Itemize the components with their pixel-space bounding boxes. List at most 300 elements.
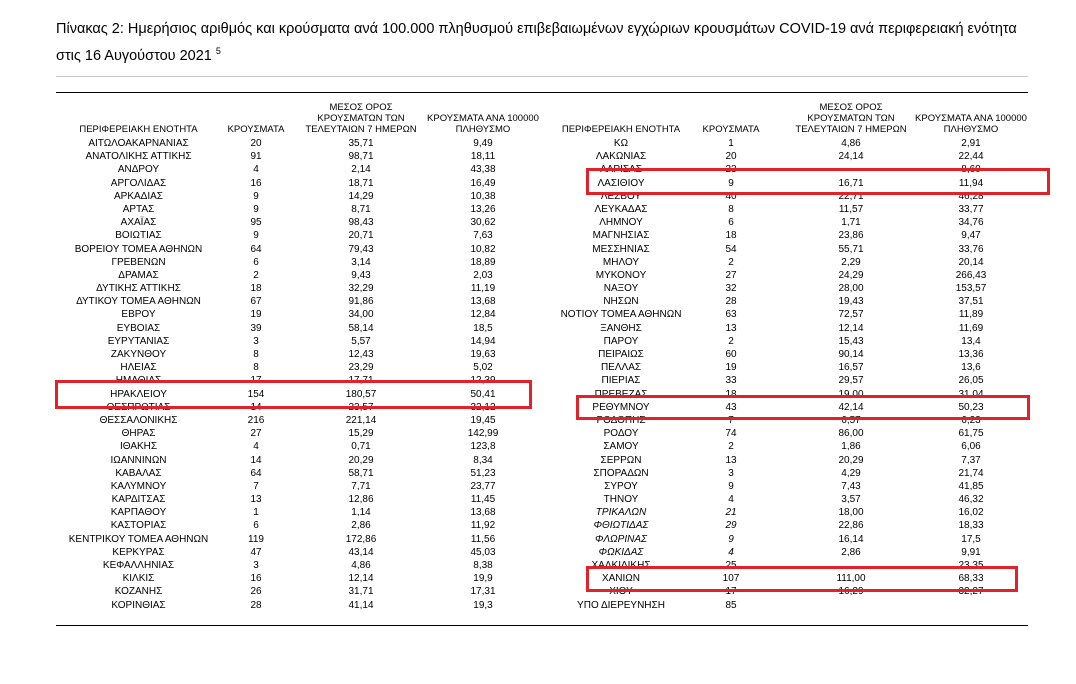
- table-row: [56, 150, 540, 163]
- per100k-cell: 5,02: [473, 362, 493, 374]
- avg7-cell: 91,86: [348, 296, 374, 308]
- table-row: [546, 229, 1030, 242]
- table-row: [56, 493, 540, 506]
- region-cell: ΘΕΣΠΡΩΤΙΑΣ: [106, 401, 171, 413]
- table-caption: [56, 18, 1036, 67]
- region-cell: ΧΙΟΥ: [609, 586, 633, 598]
- avg7-cell: 34,00: [348, 309, 374, 321]
- table-row: [546, 454, 1030, 467]
- cases-cell: 9: [728, 177, 734, 189]
- avg7-cell: 2,86: [351, 520, 371, 532]
- cases-cell: 27: [250, 428, 262, 440]
- table-row: [546, 190, 1030, 203]
- avg7-cell: 72,57: [838, 309, 864, 321]
- avg7-cell: 22,71: [838, 190, 864, 202]
- cases-cell: 6: [253, 520, 259, 532]
- region-cell: ΚΑΣΤΟΡΙΑΣ: [110, 520, 167, 532]
- region-cell: ΑΡΚΑΔΙΑΣ: [114, 190, 163, 202]
- per100k-cell: 61,75: [958, 428, 984, 440]
- avg7-cell: 20,29: [348, 454, 374, 466]
- table-row: [546, 335, 1030, 348]
- table-row: [546, 533, 1030, 546]
- region-cell: ΡΟΔΟΠΗΣ: [596, 414, 646, 426]
- avg7-cell: 14,29: [348, 190, 374, 202]
- caption-footnote-ref: 5: [215, 46, 221, 56]
- per100k-cell: 33,76: [958, 243, 984, 255]
- region-cell: ΔΡΑΜΑΣ: [118, 269, 159, 281]
- region-cell: ΚΟΡΙΝΘΙΑΣ: [111, 599, 166, 611]
- cases-cell: 216: [247, 414, 265, 426]
- cases-cell: 16: [250, 573, 262, 585]
- avg7-cell: 98,43: [348, 217, 374, 229]
- per100k-cell: 153,57: [955, 283, 987, 295]
- table-row: [546, 585, 1030, 598]
- table-row: [546, 243, 1030, 256]
- per100k-cell: 2,91: [961, 138, 981, 149]
- cases-cell: 18: [725, 230, 737, 242]
- header-per100k: ΚΡΟΥΣΜΑΤΑ ΑΝΑ 100000 ΠΛΗΘΥΣΜΟ: [915, 113, 1027, 135]
- region-cell: ΜΑΓΝΗΣΙΑΣ: [592, 230, 650, 242]
- cases-cell: 9: [728, 480, 734, 492]
- per100k-cell: 45,03: [470, 546, 496, 558]
- cases-cell: 13: [725, 454, 737, 466]
- per100k-cell: 33,77: [958, 203, 984, 215]
- cases-cell: 4: [728, 494, 734, 506]
- avg7-cell: 4,86: [351, 560, 371, 571]
- table-row: [56, 506, 540, 519]
- avg7-cell: 24,14: [838, 151, 864, 163]
- cases-cell: 1: [253, 507, 259, 519]
- cases-cell: 91: [250, 151, 262, 163]
- avg7-cell: 111,00: [836, 573, 866, 585]
- avg7-cell: 9,43: [351, 269, 371, 281]
- per100k-cell: 37,51: [958, 296, 984, 308]
- avg7-cell: 7,71: [351, 480, 371, 492]
- table-row: [546, 216, 1030, 229]
- region-cell: ΘΗΡΑΣ: [121, 428, 156, 440]
- cases-cell: 7: [728, 414, 734, 426]
- region-cell: ΛΑΡΙΣΑΣ: [600, 164, 642, 176]
- region-cell: ΔΥΤΙΚΗΣ ΑΤΤΙΚΗΣ: [96, 283, 181, 295]
- table-row: [546, 414, 1030, 427]
- avg7-cell: 4,29: [841, 467, 861, 479]
- header-avg7: ΜΕΣΟΣ ΟΡΟΣ ΚΡΟΥΣΜΑΤΩΝ ΤΩΝ ΤΕΛΕΥΤΑΙΩΝ 7 ΗΜΕΡΩΝ: [305, 102, 417, 135]
- cases-cell: 20: [725, 151, 737, 163]
- cases-cell: 28: [725, 296, 737, 308]
- per100k-cell: 17,5: [961, 533, 981, 545]
- per100k-cell: 9,47: [961, 230, 981, 242]
- avg7-cell: 12,86: [348, 494, 374, 506]
- region-cell: ΠΡΕΒΕΖΑΣ: [594, 388, 648, 400]
- per100k-cell: 13,26: [470, 203, 496, 215]
- per100k-cell: 11,45: [470, 494, 496, 506]
- per100k-cell: 34,76: [958, 217, 984, 229]
- avg7-cell: 32,29: [348, 283, 374, 295]
- cases-cell: 74: [725, 428, 737, 440]
- per100k-cell: 19,45: [470, 414, 496, 426]
- table-row: [546, 480, 1030, 493]
- per100k-cell: 46,28: [958, 190, 984, 202]
- region-cell: ΧΑΛΚΙΔΙΚΗΣ: [591, 560, 651, 571]
- region-cell: ΛΗΜΝΟΥ: [599, 217, 643, 229]
- table-row: [546, 388, 1030, 401]
- left-table: [56, 97, 540, 612]
- cases-cell: 9: [253, 203, 259, 215]
- cases-cell: 6: [728, 217, 734, 229]
- avg7-cell: 20,71: [348, 230, 374, 242]
- per100k-cell: 9,49: [473, 138, 493, 149]
- avg7-cell: 79,43: [348, 243, 374, 255]
- table-row: [56, 440, 540, 453]
- per100k-cell: 16,02: [958, 507, 984, 519]
- table-row: [546, 295, 1030, 308]
- avg7-cell: 4,86: [841, 138, 861, 149]
- per100k-cell: 6,23: [961, 414, 981, 426]
- avg7-cell: 12,14: [838, 322, 864, 334]
- region-cell: ΚΟΖΑΝΗΣ: [114, 586, 163, 598]
- avg7-cell: 12,43: [348, 349, 374, 360]
- per100k-cell: 123,8: [470, 441, 496, 453]
- per100k-cell: 18,89: [470, 256, 496, 268]
- avg7-cell: 172,86: [345, 533, 377, 545]
- avg7-cell: 221,14: [345, 414, 377, 426]
- region-cell: ΕΒΡΟΥ: [121, 309, 156, 321]
- avg7-cell: 15,43: [838, 335, 864, 347]
- region-cell: ΑΧΑΪΑΣ: [120, 217, 157, 229]
- region-cell: ΣΑΜΟΥ: [603, 441, 639, 453]
- region-cell: ΠΑΡΟΥ: [603, 335, 639, 347]
- avg7-cell: 16,14: [838, 533, 864, 545]
- cases-cell: 43: [725, 401, 737, 413]
- cases-cell: 3: [253, 560, 259, 571]
- table-row: [546, 177, 1030, 190]
- cases-cell: 32: [725, 283, 737, 295]
- avg7-cell: 23,86: [838, 230, 864, 242]
- table-row: [56, 229, 540, 242]
- cases-cell: 64: [250, 243, 262, 255]
- cases-cell: 14: [250, 401, 262, 413]
- table-row: [56, 533, 540, 546]
- region-cell: ΛΕΣΒΟΥ: [600, 190, 642, 202]
- per100k-cell: 13,36: [958, 349, 984, 360]
- avg7-cell: 3,57: [841, 494, 861, 506]
- table-row: [56, 454, 540, 467]
- per100k-cell: 17,31: [470, 586, 496, 598]
- per100k-cell: 43,38: [470, 164, 496, 176]
- avg7-cell: 180,57: [345, 388, 377, 400]
- avg7-cell: 1,86: [841, 441, 861, 453]
- avg7-cell: 23,57: [348, 401, 374, 413]
- avg7-cell: 28,00: [838, 283, 864, 295]
- per100k-cell: 19,9: [473, 573, 493, 585]
- per100k-cell: 26,05: [958, 375, 984, 387]
- region-cell: ΤΗΝΟΥ: [603, 494, 639, 506]
- table-row: [56, 480, 540, 493]
- per100k-cell: 12,84: [470, 309, 496, 321]
- cases-cell: 119: [248, 533, 264, 545]
- per100k-cell: 11,69: [958, 322, 984, 334]
- region-cell: ΠΕΙΡΑΙΩΣ: [598, 349, 644, 360]
- cases-cell: 6: [253, 256, 259, 268]
- per100k-cell: 21,74: [958, 467, 984, 479]
- region-cell: ΠΙΕΡΙΑΣ: [601, 375, 641, 387]
- region-cell: ΜΥΚΟΝΟΥ: [595, 269, 647, 281]
- region-cell: ΑΡΓΟΛΙΔΑΣ: [110, 177, 167, 189]
- per100k-cell: 41,85: [958, 480, 984, 492]
- per100k-cell: 22,44: [958, 151, 984, 163]
- avg7-cell: 22,86: [838, 520, 864, 532]
- cases-cell: 17: [725, 586, 737, 598]
- per100k-cell: 11,94: [958, 177, 984, 189]
- per100k-cell: 2,03: [473, 269, 493, 281]
- cases-cell: 64: [250, 467, 262, 479]
- table-row: [56, 519, 540, 532]
- per100k-cell: 8,34: [473, 454, 493, 466]
- per100k-cell: 30,62: [470, 217, 496, 229]
- region-cell: ΞΑΝΘΗΣ: [600, 322, 642, 334]
- cases-cell: 28: [250, 599, 262, 611]
- per100k-cell: 12,39: [470, 375, 496, 387]
- cases-cell: 19: [725, 362, 737, 374]
- avg7-cell: 58,14: [348, 322, 374, 334]
- cases-cell: 14: [250, 454, 262, 466]
- per100k-cell: 11,89: [958, 309, 984, 321]
- region-cell: ΗΛΕΙΑΣ: [120, 362, 157, 374]
- region-cell: ΧΑΝΙΩΝ: [601, 573, 641, 585]
- region-cell: ΑΡΤΑΣ: [122, 203, 155, 215]
- cases-cell: 2: [253, 269, 259, 281]
- table-row: [546, 519, 1030, 532]
- table-row: [56, 414, 540, 427]
- avg7-cell: 2,14: [351, 164, 371, 176]
- per100k-cell: 7,37: [961, 454, 981, 466]
- cases-cell: 9: [728, 533, 734, 545]
- region-cell: ΚΑΛΥΜΝΟΥ: [110, 480, 167, 492]
- table-row: [546, 282, 1030, 295]
- cases-cell: 9: [253, 230, 259, 242]
- cases-cell: 17: [250, 375, 262, 387]
- cases-cell: 39: [250, 322, 262, 334]
- region-cell: ΚΕΡΚΥΡΑΣ: [112, 546, 165, 558]
- cases-cell: 40: [725, 190, 737, 202]
- cases-cell: 7: [253, 480, 259, 492]
- avg7-cell: 2,86: [841, 546, 861, 558]
- table-row: [546, 150, 1030, 163]
- region-cell: ΗΡΑΚΛΕΙΟΥ: [110, 388, 167, 400]
- per100k-cell: 8,38: [473, 560, 493, 571]
- region-cell: ΙΘΑΚΗΣ: [119, 441, 158, 453]
- cases-cell: 13: [725, 322, 737, 334]
- avg7-cell: 58,71: [348, 467, 374, 479]
- per100k-cell: 51,23: [470, 467, 496, 479]
- per100k-cell: 9,91: [961, 546, 981, 558]
- cases-cell: 154: [247, 388, 265, 400]
- avg7-cell: 12,14: [348, 573, 374, 585]
- avg7-cell: 1,71: [841, 217, 861, 229]
- cases-cell: 27: [725, 269, 737, 281]
- table-row: [56, 599, 540, 612]
- region-cell: ΝΑΞΟΥ: [603, 283, 639, 295]
- avg7-cell: 16,29: [838, 586, 864, 598]
- per100k-cell: 6,06: [961, 441, 981, 453]
- cases-cell: 107: [722, 573, 740, 585]
- header-region: ΠΕΡΙΦΕΡΕΙΑΚΗ ΕΝΟΤΗΤΑ: [79, 124, 198, 135]
- table-row: [56, 559, 540, 572]
- right-table: [546, 97, 1030, 612]
- per100k-cell: 18,33: [958, 520, 984, 532]
- right-table-header: [546, 97, 1030, 137]
- table-row: [56, 546, 540, 559]
- avg7-cell: 19,43: [838, 296, 864, 308]
- avg7-cell: 16,57: [838, 362, 864, 374]
- table-row: [546, 163, 1030, 176]
- cases-cell: 8: [728, 203, 734, 215]
- caption-separator: [56, 76, 1028, 77]
- region-cell: ΒΟΙΩΤΙΑΣ: [115, 230, 162, 242]
- table-row: [546, 348, 1030, 361]
- region-cell: ΛΑΣΙΘΙΟΥ: [597, 177, 645, 189]
- region-cell: ΝΟΤΙΟΥ ΤΟΜΕΑ ΑΘΗΝΩΝ: [560, 309, 682, 321]
- per100k-cell: 32,12: [470, 401, 496, 413]
- avg7-cell: 43,14: [348, 546, 374, 558]
- region-cell: ΡΟΔΟΥ: [603, 428, 639, 440]
- table-row: [546, 599, 1030, 612]
- region-cell: ΦΩΚΙΔΑΣ: [598, 546, 644, 558]
- region-cell: ΘΕΣΣΑΛΟΝΙΚΗΣ: [99, 414, 178, 426]
- per100k-cell: 10,38: [470, 190, 496, 202]
- avg7-cell: 17,71: [348, 375, 374, 387]
- avg7-cell: 31,71: [348, 586, 374, 598]
- table-row: [56, 295, 540, 308]
- avg7-cell: 18,00: [838, 507, 864, 519]
- per100k-cell: 13,68: [470, 296, 496, 308]
- per100k-cell: 11,19: [470, 283, 496, 295]
- cases-cell: 2: [728, 256, 734, 268]
- region-cell: ΝΗΣΩΝ: [603, 296, 639, 308]
- per100k-cell: 23,35: [958, 560, 984, 571]
- table-row: [56, 163, 540, 176]
- table-row: [56, 282, 540, 295]
- cases-cell: 25: [725, 560, 737, 571]
- per100k-cell: 16,49: [470, 177, 496, 189]
- region-cell: ΚΑΒΑΛΑΣ: [115, 467, 162, 479]
- cases-cell: 9: [253, 190, 259, 202]
- per100k-cell: 19,63: [470, 349, 496, 360]
- per100k-cell: 50,23: [958, 401, 984, 413]
- avg7-cell: 86,00: [838, 428, 864, 440]
- cases-cell: 95: [250, 217, 262, 229]
- right-table-body: [546, 137, 1030, 612]
- cases-cell: 67: [250, 296, 262, 308]
- avg7-cell: 2,29: [841, 256, 861, 268]
- avg7-cell: 90,14: [838, 349, 864, 360]
- region-cell: ΣΕΡΡΩΝ: [600, 454, 642, 466]
- table-row: [56, 322, 540, 335]
- avg7-cell: 23,29: [348, 362, 374, 374]
- avg7-cell: 11,57: [838, 203, 864, 215]
- per100k-cell: 7,63: [473, 230, 493, 242]
- per100k-cell: 11,92: [470, 520, 496, 532]
- cases-cell: 3: [253, 335, 259, 347]
- per100k-cell: 10,82: [470, 243, 496, 255]
- region-cell: ΛΑΚΩΝΙΑΣ: [595, 151, 647, 163]
- table-top-rule: [56, 92, 1028, 93]
- table-row: [56, 374, 540, 387]
- cases-cell: 8: [253, 349, 259, 360]
- table-row: [546, 427, 1030, 440]
- region-cell: ΑΝΑΤΟΛΙΚΗΣ ΑΤΤΙΚΗΣ: [85, 151, 192, 163]
- table-row: [546, 361, 1030, 374]
- region-cell: ΣΠΟΡΑΔΩΝ: [593, 467, 649, 479]
- table-row: [546, 559, 1030, 572]
- avg7-cell: 41,14: [348, 599, 374, 611]
- region-cell: ΛΕΥΚΑΔΑΣ: [594, 203, 648, 215]
- region-cell: ΥΠΟ ΔΙΕΡΕΥΝΗΣΗ: [577, 599, 665, 611]
- avg7-cell: 15,29: [348, 428, 374, 440]
- cases-cell: 60: [725, 349, 737, 360]
- cases-cell: 4: [253, 164, 259, 176]
- avg7-cell: 8,71: [351, 203, 371, 215]
- per100k-cell: 46,32: [958, 494, 984, 506]
- cases-cell: 19: [250, 309, 262, 321]
- cases-cell: 4: [728, 546, 734, 558]
- per100k-cell: 13,68: [470, 507, 496, 519]
- table-row: [56, 467, 540, 480]
- region-cell: ΓΡΕΒΕΝΩΝ: [111, 256, 166, 268]
- table-row: [546, 572, 1030, 585]
- cases-cell: 2: [728, 441, 734, 453]
- cases-cell: 26: [250, 586, 262, 598]
- region-cell: ΡΕΘΥΜΝΟΥ: [592, 401, 650, 413]
- cases-cell: 20: [250, 138, 262, 149]
- table-row: [56, 388, 540, 401]
- avg7-cell: 6,57: [841, 414, 861, 426]
- avg7-cell: 18,71: [348, 177, 374, 189]
- region-cell: ΜΕΣΣΗΝΙΑΣ: [592, 243, 650, 255]
- table-row: [546, 546, 1030, 559]
- table-row: [56, 348, 540, 361]
- region-cell: ΦΘΙΩΤΙΔΑΣ: [593, 520, 649, 532]
- table-row: [546, 493, 1030, 506]
- cases-cell: 3: [728, 467, 734, 479]
- per100k-cell: 13,4: [961, 335, 981, 347]
- cases-cell: 13: [250, 494, 262, 506]
- avg7-cell: 98,71: [348, 151, 374, 163]
- cases-cell: 16: [250, 177, 262, 189]
- left-table-header: [56, 97, 540, 137]
- table-row: [56, 203, 540, 216]
- region-cell: ΕΥΡΥΤΑΝΙΑΣ: [107, 335, 170, 347]
- table-row: [56, 361, 540, 374]
- per100k-cell: 266,43: [955, 269, 987, 281]
- table-row: [546, 467, 1030, 480]
- avg7-cell: 7,43: [841, 480, 861, 492]
- per100k-cell: 18,11: [470, 151, 496, 163]
- per100k-cell: 142,99: [467, 428, 499, 440]
- table-row: [56, 216, 540, 229]
- avg7-cell: 24,29: [838, 269, 864, 281]
- table-row: [546, 308, 1030, 321]
- cases-cell: 29: [725, 520, 737, 532]
- cases-cell: 23: [725, 164, 737, 176]
- region-cell: ΑΙΤΩΛΟΑΚΑΡΝΑΝΙΑΣ: [88, 138, 189, 149]
- table-row: [56, 335, 540, 348]
- per100k-cell: 20,14: [958, 256, 984, 268]
- cases-cell: 63: [725, 309, 737, 321]
- per100k-cell: 68,33: [958, 573, 984, 585]
- table-row: [546, 256, 1030, 269]
- cases-cell: 2: [728, 335, 734, 347]
